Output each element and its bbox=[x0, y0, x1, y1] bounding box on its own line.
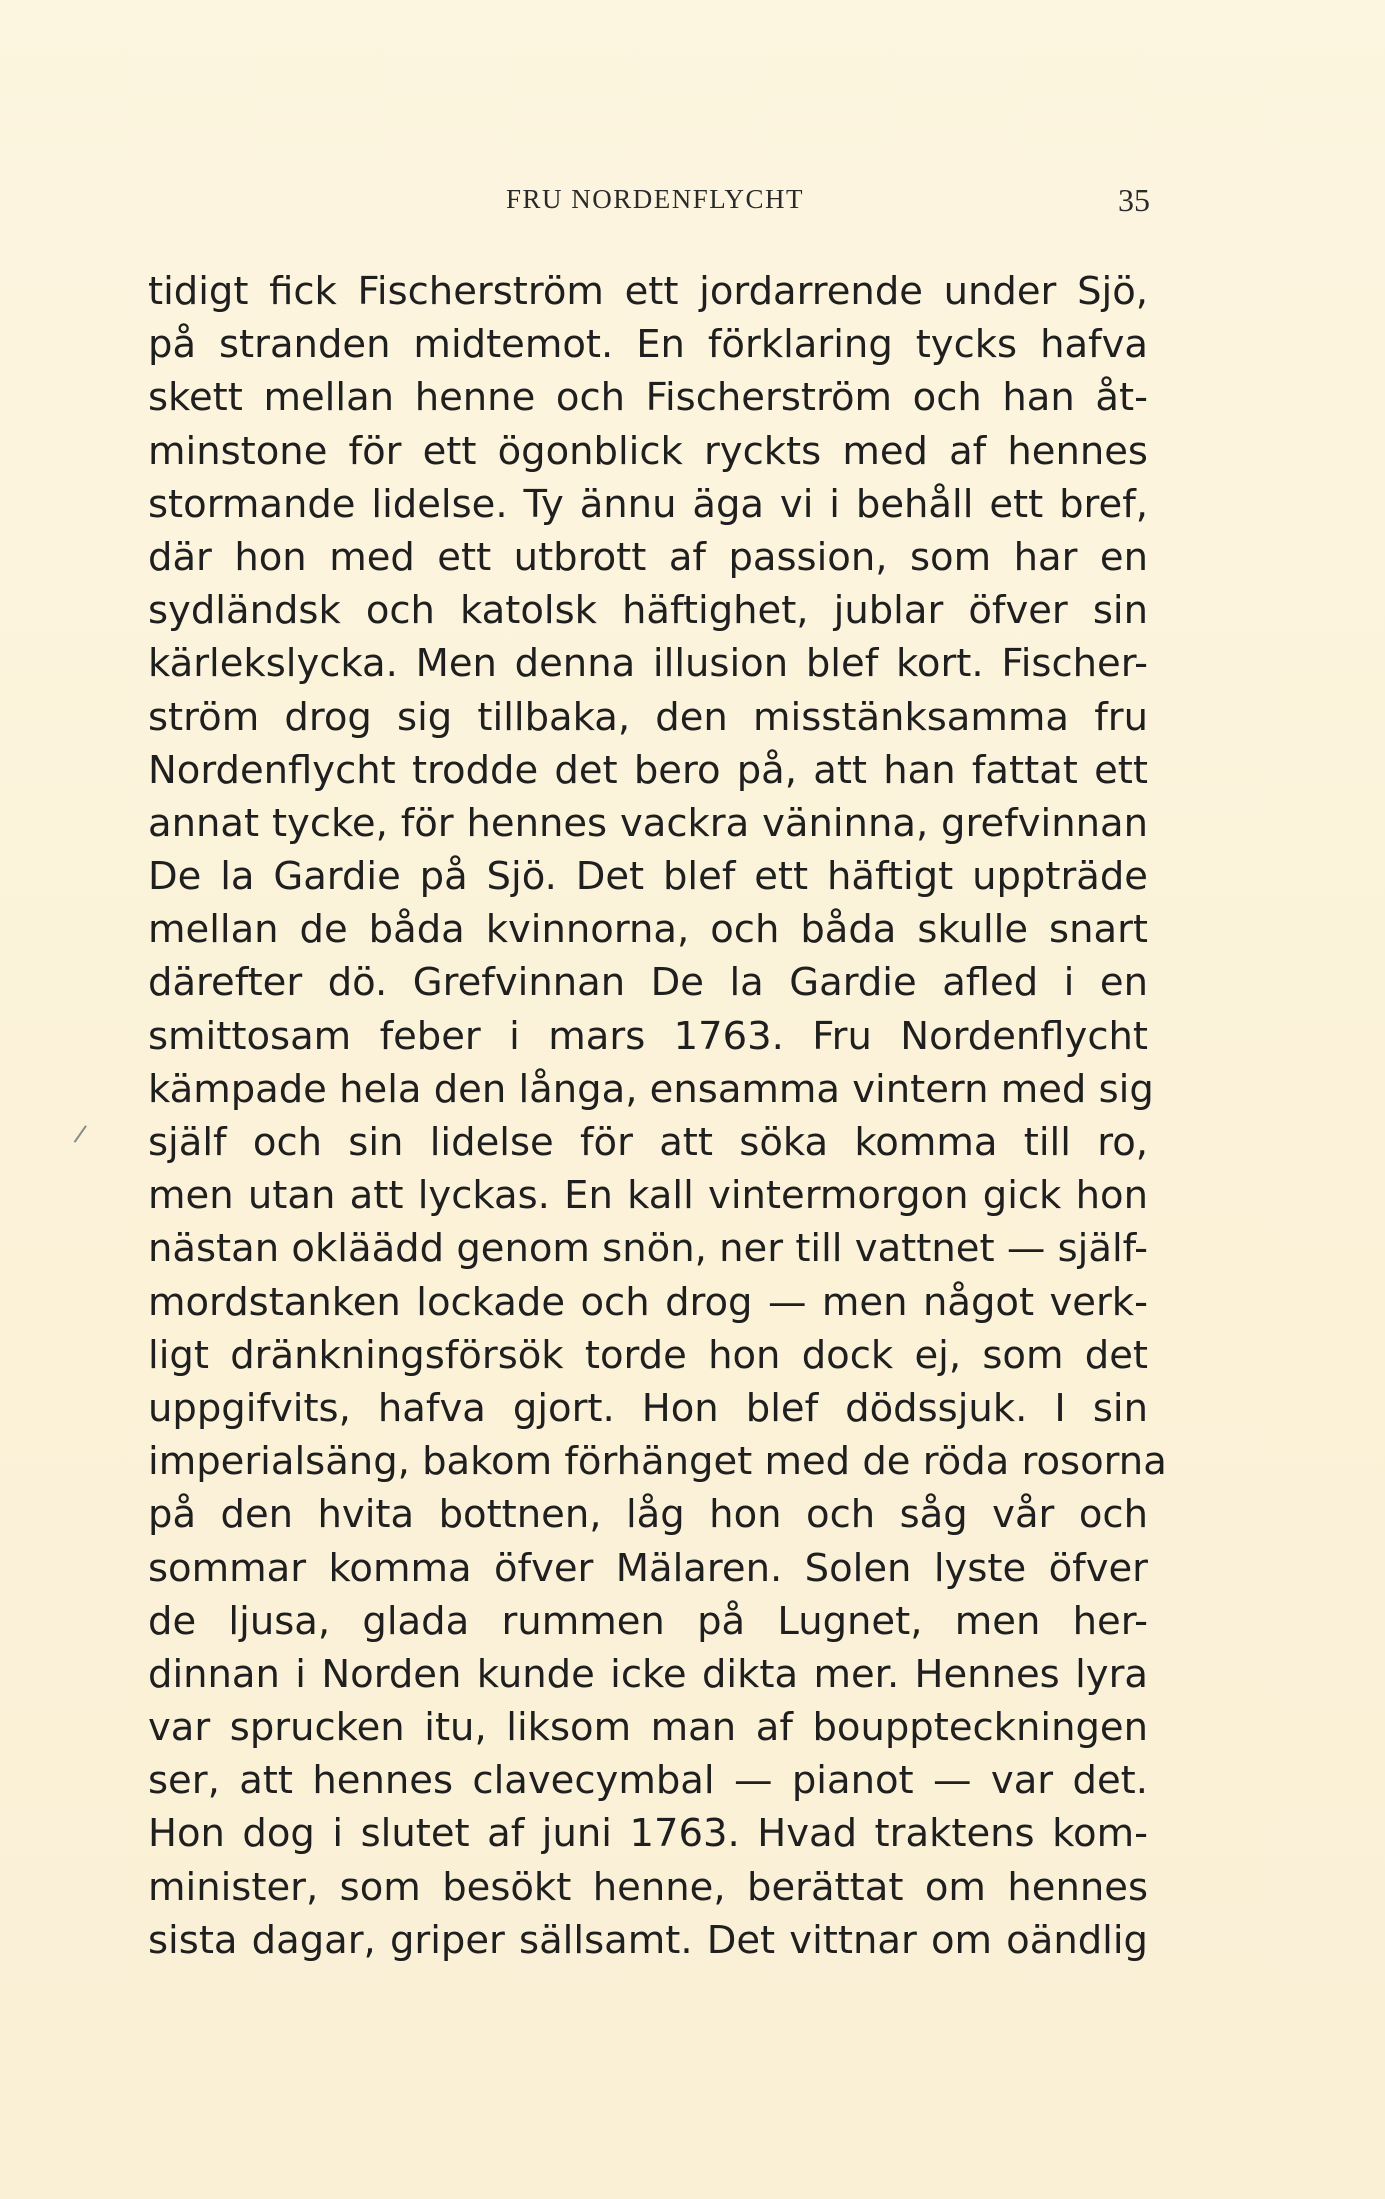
text-line: på den hvita bottnen, låg hon och såg vår och bbox=[148, 1492, 1148, 1538]
text-line: Hon dog i slutet af juni 1763. Hvad traktens kom- bbox=[148, 1811, 1148, 1857]
text-line: uppgifvits, hafva gjort. Hon blef dödssjuk. I sin bbox=[148, 1385, 1148, 1431]
page-number: 35 bbox=[1118, 182, 1150, 218]
text-line: ström drog sig tillbaka, den misstänksamma fru bbox=[148, 694, 1148, 740]
text-line: kämpade hela den långa, ensamma vintern med sig bbox=[148, 1066, 1154, 1112]
text-line: annat tycke, för hennes vackra väninna, grefvinnan bbox=[148, 800, 1148, 846]
text-line: tidigt fick Fischerström ett jordarrende under Sjö, bbox=[148, 269, 1148, 314]
text-line: sista dagar, griper sällsamt. Det vittnar om oändlig bbox=[148, 1917, 1148, 1963]
text-line: De la Gardie på Sjö. Det blef ett häftigt uppträde bbox=[148, 854, 1148, 900]
text-line: minister, som besökt henne, berättat om hennes bbox=[148, 1864, 1148, 1910]
text-line: där hon med ett utbrott af passion, som har en bbox=[148, 534, 1148, 580]
text-line: själf och sin lidelse för att söka komma till ro, bbox=[148, 1120, 1148, 1165]
text-line: de ljusa, glada rummen på Lugnet, men her- bbox=[148, 1598, 1148, 1644]
text-line: mellan de båda kvinnorna, och båda skulle snart bbox=[148, 907, 1148, 953]
text-line: var sprucken itu, liksom man af bouppteckningen bbox=[148, 1705, 1148, 1751]
text-line: Nordenflycht trodde det bero på, att han fattat ett bbox=[148, 747, 1148, 793]
text-line: smittosam feber i mars 1763. Fru Nordenflycht bbox=[148, 1013, 1148, 1059]
body-text bbox=[148, 265, 1167, 1967]
text-line: på stranden midtemot. En förklaring tycks hafva bbox=[148, 322, 1148, 368]
text-line: därefter dö. Grefvinnan De la Gardie afled i en bbox=[148, 960, 1148, 1006]
text-line: ser, att hennes clavecymbal — pianot — var det. bbox=[148, 1758, 1148, 1804]
text-line: mordstanken lockade och drog — men något verk- bbox=[148, 1279, 1148, 1325]
margin-pencil-mark bbox=[74, 1125, 99, 1151]
text-line: men utan att lyckas. En kall vintermorgon gick hon bbox=[148, 1173, 1148, 1219]
text-line: kärlekslycka. Men denna illusion blef kort. Fischer- bbox=[148, 641, 1148, 687]
text-line: nästan okläädd genom snön, ner till vattnet — själf- bbox=[148, 1226, 1148, 1272]
text-line: ligt dränkningsförsök torde hon dock ej, som det bbox=[148, 1332, 1148, 1378]
text-line: sydländsk och katolsk häftighet, jublar öfver sin bbox=[148, 588, 1148, 634]
text-line: stormande lidelse. Ty ännu äga vi i behåll ett bref, bbox=[148, 481, 1148, 527]
text-line: sommar komma öfver Mälaren. Solen lyste öfver bbox=[148, 1545, 1148, 1591]
page-header bbox=[150, 178, 1160, 228]
running-head: FRU NORDENFLYCHT bbox=[505, 184, 805, 214]
text-line: imperialsäng, bakom förhänget med de röda rosorna bbox=[148, 1439, 1167, 1485]
text-line: skett mellan henne och Fischerström och han åt- bbox=[148, 375, 1148, 421]
text-line: dinnan i Norden kunde icke dikta mer. Hennes lyra bbox=[148, 1651, 1148, 1697]
text-line: minstone för ett ögonblick ryckts med af hennes bbox=[148, 428, 1148, 474]
